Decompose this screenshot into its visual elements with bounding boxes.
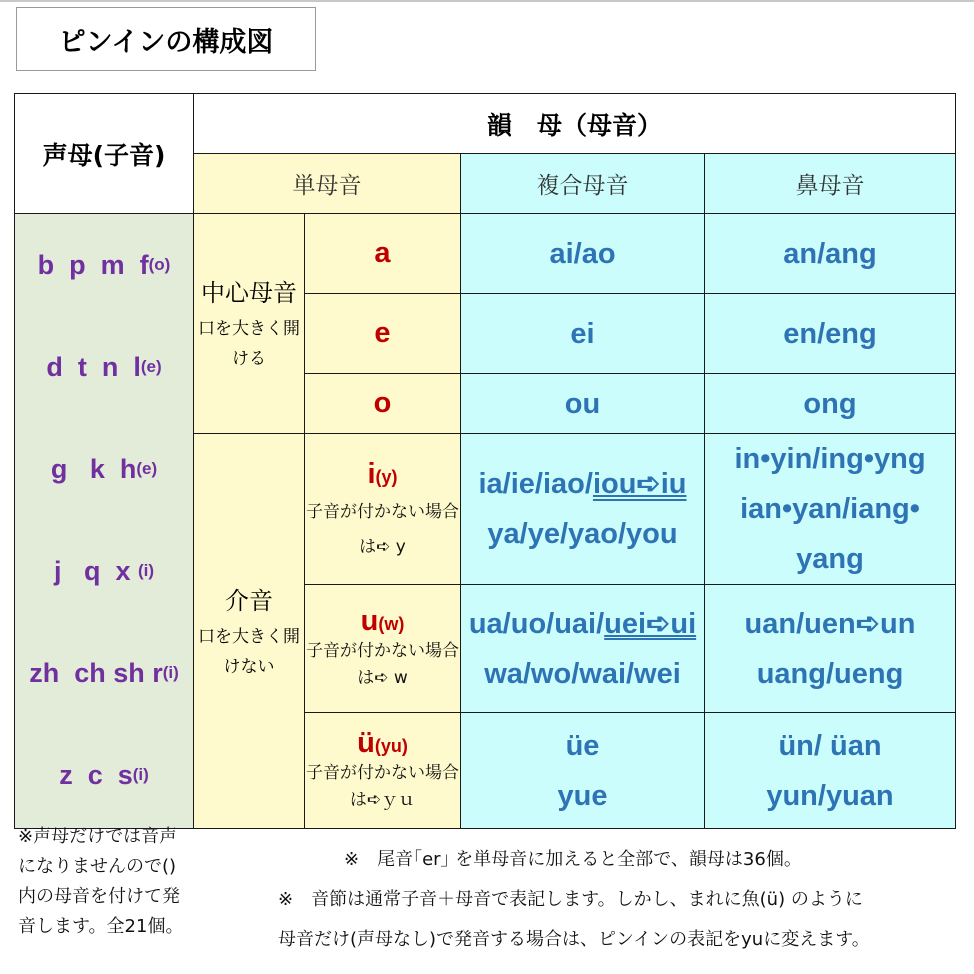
vowel-cell-u: [305, 585, 461, 713]
nasal-cell-v: [705, 713, 956, 829]
compound-i-rule: iou➪iu: [592, 468, 687, 500]
vowel-v-note-cont: は➪ｙｕ: [349, 790, 416, 810]
nasal-u-line1: uan/uen➪un: [744, 607, 916, 640]
center-vowel-desc: 口を大きく開: [198, 319, 300, 339]
initials-note-line: 音します。全21個。: [18, 916, 184, 937]
initials-note-line: 内の母音を付けて発: [18, 886, 180, 907]
nasal-u-line2: uang/ueng: [756, 657, 904, 690]
initials-header-label: 声母(子音): [42, 140, 166, 170]
nasal-i-line2: ian•yan/iang•: [740, 493, 920, 525]
compound-cell-v: [461, 713, 705, 829]
compound-cell-u: [461, 585, 705, 713]
nasal-cell-e: [705, 294, 956, 374]
pinyin-structure-table: [14, 93, 956, 829]
initial-vowel: (o): [148, 255, 171, 274]
center-vowel-name: 中心母音: [201, 279, 297, 307]
compound-u-rule: uei➪ui: [604, 607, 697, 640]
compound-cell-o: [461, 374, 705, 434]
initial-vowel: (e): [140, 357, 162, 376]
vowel-a: a: [374, 237, 391, 269]
compound-i-line1: [461, 459, 704, 509]
initials-header: [15, 94, 194, 214]
vowel-i-note: 子音が付かない場合: [306, 501, 459, 522]
initials-note-line: ※声母だけでは音声: [18, 826, 178, 847]
finals-header: [194, 94, 956, 154]
compound-e: ei: [570, 317, 595, 350]
compound-vowel-header: [461, 154, 705, 214]
vowel-i-note-cont: は➪ y: [359, 536, 406, 557]
vowel-cell-e: [305, 294, 461, 374]
nasal-v-line2: yun/yuan: [766, 779, 894, 812]
initials-note: [18, 822, 198, 942]
compound-cell-e: [461, 294, 705, 374]
nasal-o: ong: [803, 387, 857, 420]
vowel-v-alt: (yu): [374, 736, 408, 756]
initial-letters: b p m f: [37, 249, 149, 280]
finals-note: [278, 840, 958, 960]
medial-vowel-group: [194, 434, 305, 829]
compound-a: ai/ao: [549, 237, 616, 270]
center-vowel-desc-cont: ける: [232, 349, 266, 369]
compound-cell-a: [461, 214, 705, 294]
nasal-i-line1: in•yin/ing•yng: [734, 443, 926, 475]
vowel-u-note-cont: は➪ w: [357, 668, 408, 688]
vowel-o: o: [373, 387, 392, 419]
initial-vowel: (i): [162, 663, 179, 682]
initial-letters: z c s: [59, 759, 133, 790]
simple-vowel-header: [194, 154, 461, 214]
vowel-cell-o: [305, 374, 461, 434]
compound-u-line2: wa/wo/wai/wei: [484, 657, 681, 690]
vowel-u: u: [360, 605, 379, 637]
initial-letters: g k h: [50, 453, 137, 484]
compound-v-line2: yue: [557, 779, 608, 812]
nasal-v-line1: ün/ üan: [778, 729, 882, 762]
initial-letters: j q x: [53, 555, 138, 586]
finals-header-label: 韻 母（母音）: [487, 110, 663, 140]
initial-letters: zh ch sh r: [29, 657, 163, 688]
compound-v-line1: üe: [565, 729, 600, 762]
nasal-vowel-header: [705, 154, 956, 214]
compound-i-line2: ya/ye/yao/you: [487, 518, 678, 550]
initial-group: [15, 418, 193, 520]
nasal-cell-i: [705, 434, 956, 585]
vowel-u-alt: (w): [378, 614, 405, 634]
compound-vowel-label: 複合母音: [536, 173, 629, 199]
vowel-u-note: 子音が付かない場合: [306, 641, 459, 661]
compound-i-part: ia/ie/iao/: [478, 468, 593, 500]
nasal-cell-u: [705, 585, 956, 713]
initial-vowel: (i): [137, 561, 155, 580]
nasal-cell-a: [705, 214, 956, 294]
top-border-line: [0, 0, 974, 2]
compound-u-part: ua/uo/uai/: [468, 607, 605, 640]
vowel-cell-a: [305, 214, 461, 294]
vowel-cell-v: [305, 713, 461, 829]
vowel-i: i: [367, 457, 376, 490]
medial-vowel-desc: 口を大きく開: [198, 626, 300, 647]
initial-group: [15, 214, 193, 316]
finals-note-line: ※ 音節は通常子音＋母音で表記します。しかし、まれに魚(ü) のように: [278, 889, 863, 910]
initial-group: [15, 622, 193, 724]
initial-group: [15, 724, 193, 826]
nasal-cell-o: [705, 374, 956, 434]
nasal-e: en/eng: [783, 317, 877, 350]
initial-group: [15, 520, 193, 622]
simple-vowel-label: 単母音: [292, 173, 362, 199]
nasal-i-line3: yang: [796, 543, 864, 575]
vowel-u-label: [361, 605, 405, 637]
initial-vowel: (i): [132, 765, 149, 784]
compound-cell-i: [461, 434, 705, 585]
compound-u-line1: [461, 599, 704, 649]
vowel-v-note: 子音が付かない場合: [306, 763, 459, 783]
initials-column: [15, 214, 194, 829]
page-title: ピンインの構成図: [16, 7, 316, 71]
vowel-cell-i: [305, 434, 461, 585]
nasal-vowel-label: 鼻母音: [795, 173, 865, 199]
initial-letters: d t n l: [46, 351, 141, 382]
vowel-v-label: [357, 727, 408, 759]
vowel-v: ü: [357, 727, 375, 759]
initials-note-line: になりませんので(): [18, 856, 177, 877]
vowel-e: e: [374, 317, 391, 349]
medial-vowel-desc-cont: けない: [223, 656, 275, 677]
medial-vowel-name: 介音: [225, 586, 273, 615]
finals-note-line: 母音だけ(声母なし)で発音する場合は、ピンインの表記をyuに変えます。: [278, 929, 870, 950]
finals-note-line: ※ 尾音｢er｣ を単母音に加えると全部で、韻母は36個。: [344, 849, 802, 870]
initial-vowel: (e): [136, 459, 158, 478]
nasal-a: an/ang: [783, 237, 877, 270]
compound-o: ou: [564, 387, 601, 420]
initial-group: [15, 316, 193, 418]
vowel-i-alt: (y): [375, 466, 398, 487]
vowel-i-label: [367, 458, 397, 490]
center-vowel-group: [194, 214, 305, 434]
